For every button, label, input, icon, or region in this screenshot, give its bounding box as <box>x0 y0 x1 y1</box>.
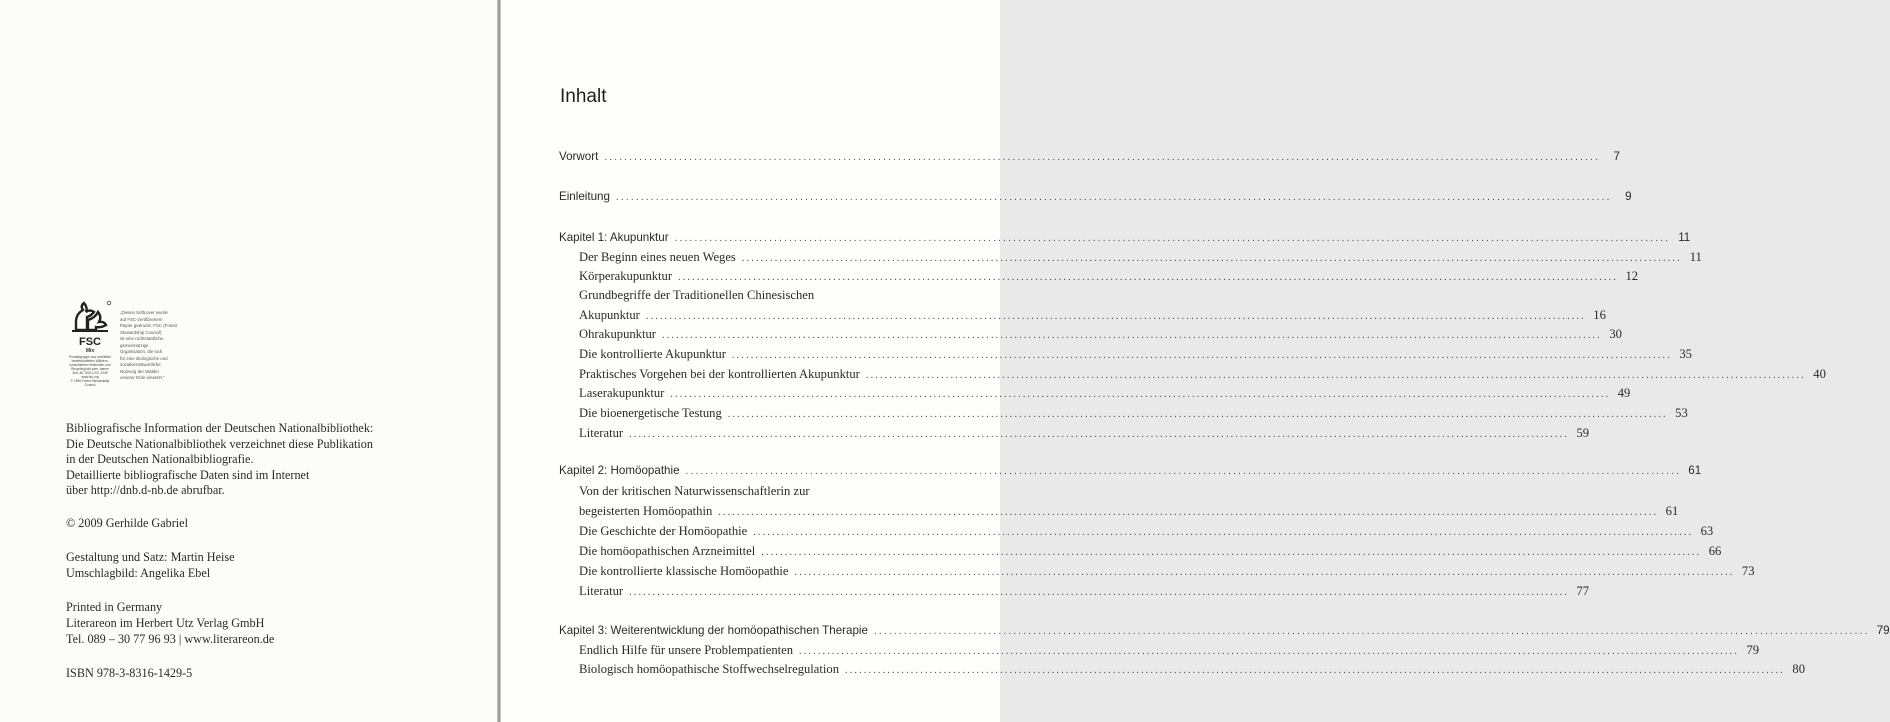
toc-entry-klassische-homoeopathie[interactable] <box>579 564 1755 582</box>
toc-page-number: 35 <box>1679 347 1692 361</box>
fsc-small-print <box>66 355 114 387</box>
fsc-small-line: © 1996 Forest Stewardship Council <box>70 379 110 387</box>
credits <box>66 549 235 581</box>
copyright-notice: © 2009 Gerhilde Gabriel <box>66 516 188 530</box>
fsc-small-line: Recyclingholz oder -fasern <box>71 367 109 371</box>
toc-page-number: 79 <box>1876 624 1890 637</box>
toc-title: Inhalt <box>560 86 607 107</box>
toc-entry-label: Endlich Hilfe für unsere Problempatienten <box>579 643 794 657</box>
toc-entry-grundbegriffe[interactable] <box>579 308 1606 326</box>
toc-leader: ........................................................................................................................................................................................................ <box>753 527 1694 538</box>
publisher-line: Printed in Germany <box>66 600 163 614</box>
toc-page-number: 61 <box>1688 464 1702 477</box>
toc-leader: ........................................................................................................................................................................................................ <box>761 547 1702 558</box>
toc-page-number: 11 <box>1689 250 1702 264</box>
toc-entry-kritischen-line1[interactable]: Von der kritischen Naturwissenschaftlerin zur <box>579 484 810 498</box>
toc-entry-label: Laserakupunktur <box>579 386 665 400</box>
toc-page-number: 53 <box>1675 406 1688 420</box>
toc-entry-geschichte-homoeopathie[interactable] <box>579 524 1714 542</box>
credit-line: Umschlagbild: Angelika Ebel <box>66 566 211 580</box>
toc-entry-ohrakupunktur[interactable] <box>579 327 1622 345</box>
toc-page-number: 11 <box>1678 231 1691 244</box>
toc-leader: ........................................................................................................................................................................................................ <box>604 152 1600 163</box>
toc-leader: ........................................................................................................................................................................................................ <box>674 233 1671 244</box>
bibliographic-information <box>66 421 486 499</box>
toc-leader: ........................................................................................................................................................................................................ <box>865 370 1806 381</box>
toc-entry-label: Kapitel 1: Akupunktur <box>559 231 669 244</box>
toc-entry-laserakupunktur[interactable] <box>579 386 1631 404</box>
toc-entry-literatur-1[interactable] <box>579 426 1590 444</box>
fsc-desc-line: Stewardship Council) <box>120 329 162 335</box>
toc-entry-begeisterten-homoeopathin[interactable] <box>579 504 1679 522</box>
toc-leader: ........................................................................................................................................................................................................ <box>615 192 1612 203</box>
toc-entry-bioenergetische-testung[interactable] <box>579 406 1688 424</box>
fsc-desc-line: ist eine nichtstaatliche, <box>120 336 165 341</box>
fsc-desc-line: Organisation, die sich <box>120 349 163 354</box>
toc-leader: ........................................................................................................................................................................................................ <box>794 567 1735 578</box>
fsc-small-line: bewirtschafteten Wäldern, <box>71 359 109 363</box>
biblio-line: Die Deutsche Nationalbibliothek verzeichnet diese Publikation <box>66 436 373 451</box>
fsc-certification-block <box>66 300 226 405</box>
toc-entry-kapitel-1[interactable] <box>559 231 1691 249</box>
credit-line: Gestaltung und Satz: Martin Heise <box>66 550 235 564</box>
toc-entry-kapitel-3[interactable] <box>559 624 1890 642</box>
toc-page-number: 40 <box>1813 367 1826 381</box>
fsc-desc-line: gemeinnützige <box>120 342 149 348</box>
toc-leader: ........................................................................................................................................................................................................ <box>678 272 1619 283</box>
biblio-line: Detaillierte bibliografische Daten sind im Internet <box>66 467 310 482</box>
fsc-desc-line: auf FSC-zertifiziertem <box>120 316 163 322</box>
toc-entry-label: Biologisch homöopathische Stoffwechselregulation <box>579 662 839 676</box>
toc-entry-kontrollierte-akupunktur[interactable] <box>579 347 1692 365</box>
toc-entry-label: Die Geschichte der Homöopathie <box>579 524 748 538</box>
fsc-small-line: Produktgruppe aus vorbildlich <box>69 355 111 359</box>
fsc-small-line: Zert.-Nr. SGS-COC-1039 <box>72 371 108 375</box>
publisher-line: Tel. 089 – 30 77 96 93 | www.literareon.de <box>66 632 275 646</box>
toc-page-number: 7 <box>1613 150 1620 163</box>
fsc-mix-label: Mix <box>85 348 95 354</box>
fsc-desc-line: „Dieses Softcover wurde <box>120 310 168 315</box>
fsc-small-line: www.fsc.org <box>81 375 99 379</box>
toc-entry-beginn[interactable] <box>579 250 1702 268</box>
toc-leader: ........................................................................................................................................................................................................ <box>645 311 1586 322</box>
toc-leader: ........................................................................................................................................................................................................ <box>845 665 1785 676</box>
right-page <box>501 0 1890 722</box>
toc-page-number: 73 <box>1741 564 1755 578</box>
toc-page-number: 16 <box>1593 308 1606 322</box>
toc-leader: ........................................................................................................................................................................................................ <box>741 253 1682 264</box>
toc-entry-grundbegriffe-line1[interactable]: Grundbegriffe der Traditionellen Chinesischen <box>579 288 815 302</box>
toc-page-number: 30 <box>1609 327 1622 341</box>
toc-entry-label: Der Beginn eines neuen Weges <box>579 250 736 264</box>
toc-leader: ........................................................................................................................................................................................................ <box>727 409 1668 420</box>
toc-entry-einleitung[interactable] <box>559 190 1632 208</box>
toc-entry-label: Die kontrollierte Akupunktur <box>579 347 726 361</box>
toc-page-number: 63 <box>1700 524 1714 538</box>
toc-page-number: 9 <box>1625 190 1632 203</box>
fsc-desc-line: Nutzung der Wälder <box>120 368 160 374</box>
publisher-line: Literareon im Herbert Utz Verlag GmbH <box>66 616 265 630</box>
fsc-label: FSC <box>79 336 101 348</box>
toc-entry-label: begeisterten Homöopathin <box>579 504 713 518</box>
toc-entry-label: Die homöopathischen Arzneimittel <box>579 544 756 558</box>
fsc-desc-line: für eine ökologische und <box>120 355 168 361</box>
toc-entry-stoffwechselregulation[interactable] <box>579 662 1805 680</box>
biblio-line: in der Deutschen Nationalbibliografie. <box>66 452 254 467</box>
toc-entry-label: Kapitel 2: Homöopathie <box>559 464 680 477</box>
toc-leader: ........................................................................................................................................................................................................ <box>718 507 1659 518</box>
toc-leader: ........................................................................................................................................................................................................ <box>670 389 1611 400</box>
toc-leader: ........................................................................................................................................................................................................ <box>629 429 1570 440</box>
toc-page-number: 66 <box>1708 544 1722 558</box>
fsc-tree-logo-icon <box>68 300 112 336</box>
biblio-line: Bibliografische Information der Deutschen Nationalbibliothek: <box>66 421 374 435</box>
toc-entry-label: Literatur <box>579 584 624 598</box>
toc-leader: ........................................................................................................................................................................................................ <box>629 587 1570 598</box>
toc-page-number: 49 <box>1617 386 1631 400</box>
isbn: ISBN 978-3-8316-1429-5 <box>66 666 193 680</box>
toc-page-number: 61 <box>1665 504 1679 518</box>
toc-leader: ........................................................................................................................................................................................................ <box>685 466 1682 477</box>
toc-entry-label: Körperakupunktur <box>579 269 673 283</box>
fsc-desc-line: unserer Erde einsetzt.“ <box>120 375 165 380</box>
toc-entry-label: Die bioenergetische Testung <box>579 406 722 420</box>
toc-entry-arzneimittel[interactable] <box>579 544 1722 562</box>
toc-entry-literatur-2[interactable] <box>579 584 1590 602</box>
toc-page-number: 77 <box>1576 584 1590 598</box>
fsc-desc-line: sozialverantwortliche <box>120 362 161 367</box>
toc-entry-kapitel-2[interactable] <box>559 464 1702 482</box>
toc-page-number: 12 <box>1625 269 1639 283</box>
toc-entry-koerperakupunktur[interactable] <box>579 269 1639 287</box>
toc-entry-praktisches-vorgehen[interactable] <box>579 367 1826 385</box>
toc-entry-vorwort[interactable] <box>559 150 1620 168</box>
toc-page-number: 79 <box>1746 643 1760 657</box>
toc-entry-label: Die kontrollierte klassische Homöopathie <box>579 564 789 578</box>
toc-leader: ........................................................................................................................................................................................................ <box>661 330 1602 341</box>
left-page <box>0 0 497 722</box>
toc-entry-label: Praktisches Vorgehen bei der kontrollierten Akupunktur <box>579 367 860 381</box>
toc-entry-label: Ohrakupunktur <box>579 327 656 341</box>
fsc-small-line: kontrollierten Herkünften und <box>69 363 111 367</box>
publisher-info <box>66 599 274 647</box>
toc-entry-label: Kapitel 3: Weiterentwicklung der homöopathischen Therapie <box>559 624 868 637</box>
toc-leader: ........................................................................................................................................................................................................ <box>799 646 1740 657</box>
toc-leader: ........................................................................................................................................................................................................ <box>731 350 1672 361</box>
fsc-description <box>120 310 192 382</box>
toc-entry-label: Einleitung <box>559 190 610 203</box>
toc-entry-problempatienten[interactable] <box>579 643 1760 661</box>
toc-page-number: 59 <box>1576 426 1590 440</box>
toc-entry-label: Literatur <box>579 426 624 440</box>
toc-entry-label: Akupunktur <box>579 308 640 322</box>
toc-entry-label: Vorwort <box>559 150 599 163</box>
biblio-line: über http://dnb.d-nb.de abrufbar. <box>66 483 225 498</box>
toc-page-number: 80 <box>1792 662 1805 676</box>
fsc-desc-line: Papier gedruckt. FSC (Forest <box>120 323 178 328</box>
toc-leader: ........................................................................................................................................................................................................ <box>873 626 1870 637</box>
